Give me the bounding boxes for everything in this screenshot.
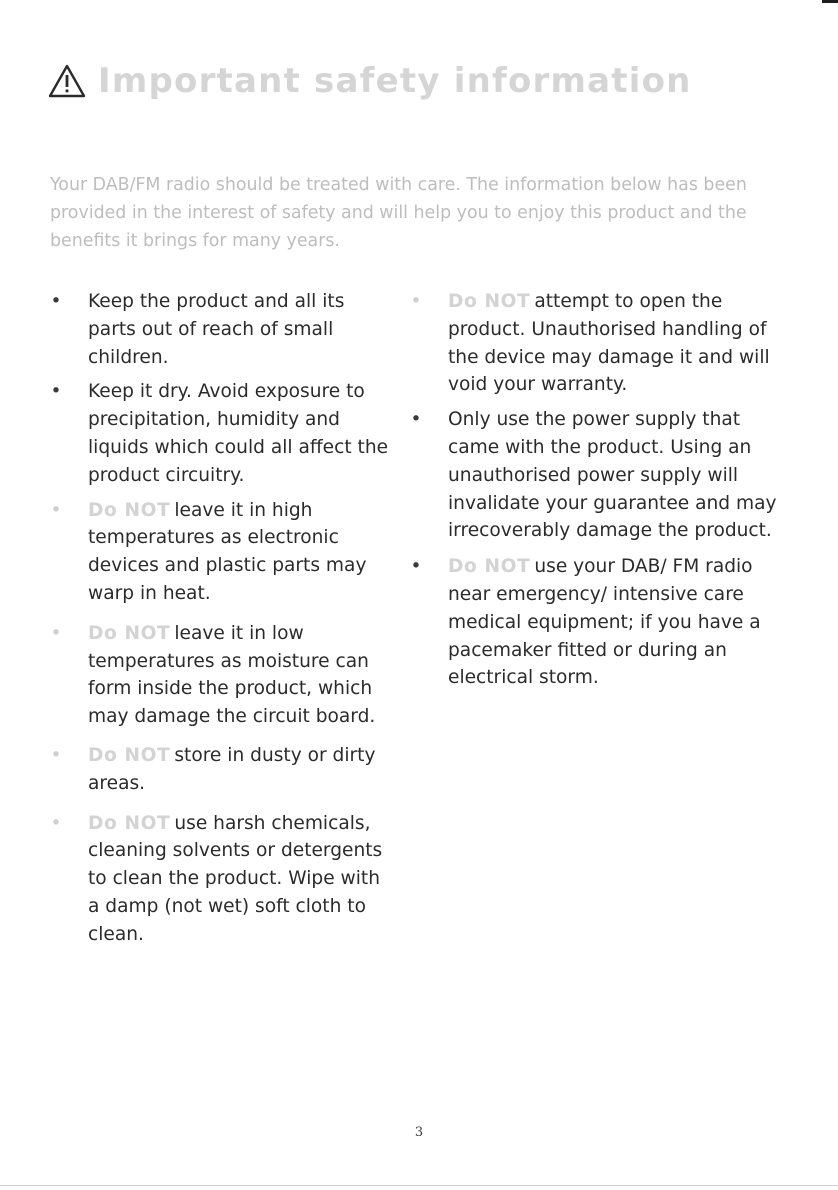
list-item bbox=[50, 620, 395, 731]
intro-paragraph: Your DAB/FM radio should be treated with care. The information below has been provided in the interest of safety and will help you to enjoy this product and the benefits it brings for many years. bbox=[50, 175, 747, 251]
page-number: 3 bbox=[414, 1125, 424, 1140]
item-text: store in dusty or dirty areas. bbox=[88, 744, 376, 794]
item-text: Keep it dry. Avoid exposure to precipitation, humidity and liquids which could all affect the product circuitry. bbox=[88, 381, 389, 486]
page-title-text: Important safety information bbox=[98, 61, 692, 101]
do-not-label: Do NOT bbox=[88, 744, 171, 766]
warning-triangle-icon bbox=[48, 64, 86, 98]
bullet-icon: • bbox=[410, 556, 422, 578]
list-item bbox=[410, 406, 785, 545]
bullet-icon: • bbox=[50, 744, 62, 766]
bullet-icon: • bbox=[50, 622, 62, 644]
list-item bbox=[50, 742, 395, 798]
page-title bbox=[48, 61, 692, 101]
list-item bbox=[50, 810, 395, 949]
list-item bbox=[410, 288, 785, 399]
page-corner-mark bbox=[822, 0, 838, 3]
do-not-label: Do NOT bbox=[88, 622, 171, 644]
list-item bbox=[410, 553, 785, 692]
safety-list-left bbox=[50, 288, 395, 956]
bullet-icon: • bbox=[410, 291, 422, 312]
do-not-label: Do NOT bbox=[448, 556, 531, 578]
item-text: use harsh chemicals, cleaning solvents or detergents to clean the product. Wipe with a damp (not wet) soft cloth to clean. bbox=[88, 812, 383, 945]
do-not-label: Do NOT bbox=[88, 499, 171, 521]
do-not-label: Do NOT bbox=[448, 291, 531, 312]
bullet-icon: • bbox=[50, 291, 62, 312]
bullet-icon: • bbox=[410, 409, 422, 431]
page-bottom-rule bbox=[0, 1185, 838, 1186]
item-text: Keep the product and all its parts out of reach of small children. bbox=[88, 291, 345, 368]
safety-list-right bbox=[410, 288, 785, 699]
list-item bbox=[50, 288, 395, 371]
item-text: attempt to open the product. Unauthorised handling of the device may damage it and will void your warranty. bbox=[448, 291, 770, 396]
bullet-icon: • bbox=[50, 499, 62, 521]
do-not-label: Do NOT bbox=[88, 812, 171, 834]
list-item bbox=[50, 497, 395, 608]
bullet-icon: • bbox=[50, 812, 62, 834]
item-text: leave it in low temperatures as moisture can form inside the product, which may damage the circuit board. bbox=[88, 622, 376, 728]
item-text: use your DAB/ FM radio near emergency/ intensive care medical equipment; if you have a pacemaker fitted or during an electrical storm. bbox=[448, 556, 761, 689]
bullet-icon: • bbox=[50, 381, 62, 403]
item-text: leave it in high temperatures as electronic devices and plastic parts may warp in heat. bbox=[88, 499, 367, 604]
list-item bbox=[50, 378, 395, 489]
item-text: Only use the power supply that came with the product. Using an unauthorised power supply will invalidate your guarantee and may irrecoverably damage the product. bbox=[448, 409, 777, 542]
